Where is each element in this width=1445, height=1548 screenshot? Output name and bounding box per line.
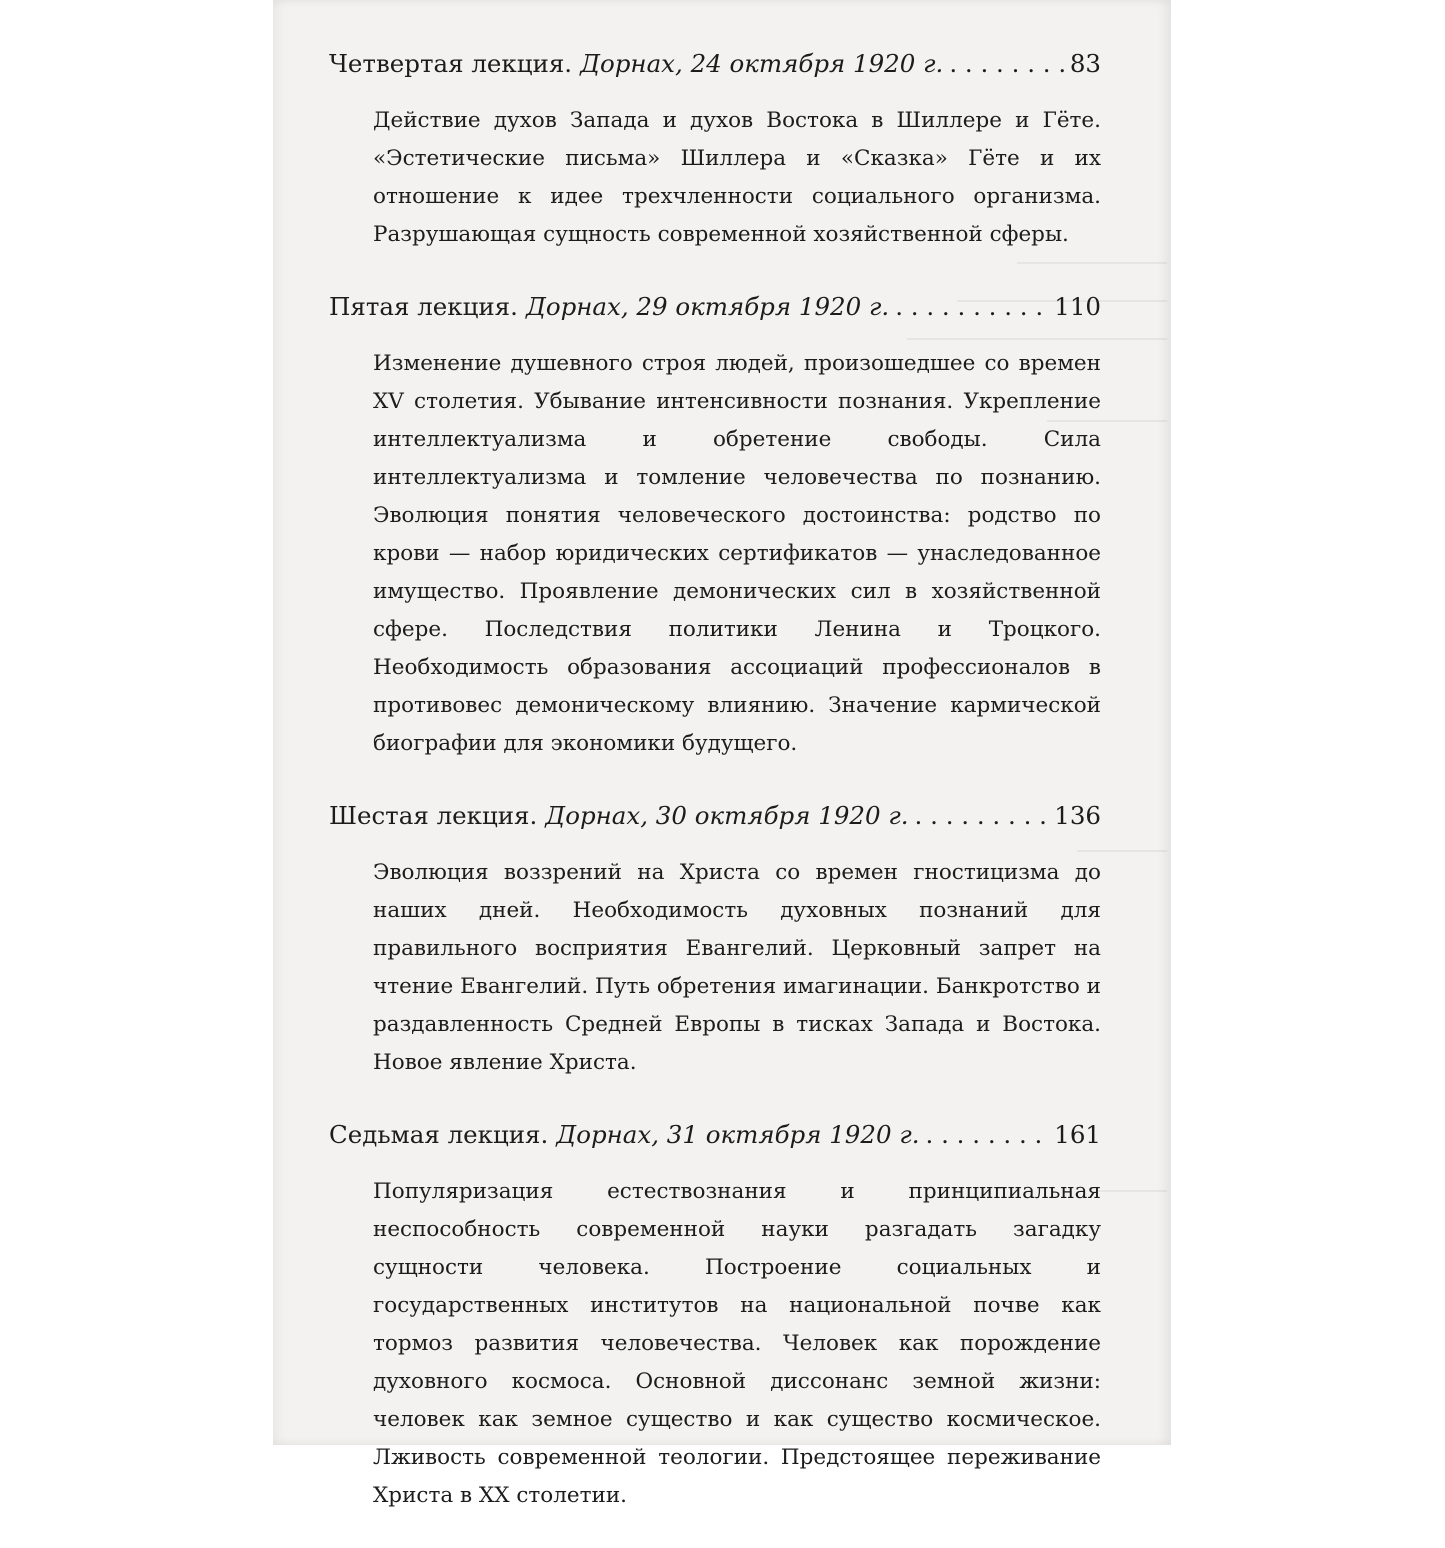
toc-heading [329,796,1101,836]
lecture-summary: Изменение душевного строя людей, произошедшее со времен XV столетия. Убывание интенсивности познания. Укрепление интеллектуализма и обретение свободы. Сила интеллектуализма и томление человечества по познанию. Эволюция понятия человеческого достоинства: родство по крови — набор юридических сертификатов — унаследованное имущество. Проявление демонических сил в хозяйственной сфере. Последствия политики Ленина и Троцкого. Необходимость образования ассоциаций профессионалов в противовес демоническому влиянию. Значение кармической биографии для экономики будущего. [373,351,1101,756]
dot-leader [949,44,1063,84]
lecture-place-date: Дорнах, 31 октября 1920 г. [556,1120,920,1149]
lecture-title: Четвертая лекция. [329,49,573,78]
lecture-place-date: Дорнах, 29 октября 1920 г. [525,292,890,321]
dot-leader [895,287,1048,327]
page-number: 136 [1054,801,1101,830]
toc-heading [329,1115,1101,1155]
toc-entry-6 [329,796,1101,1082]
lecture-place-date: Дорнах, 30 октября 1920 г. [545,801,909,830]
lecture-summary: Эволюция воззрений на Христа со времен гностицизма до наших дней. Необходимость духовных познаний для правильного восприятия Евангелий. Церковный запрет на чтение Евангелий. Путь обретения имагинации. Банкротство и раздавленность Средней Европы в тисках Запада и Востока. Новое явление Христа. [373,860,1101,1075]
lecture-title: Пятая лекция. [329,292,518,321]
toc-entry-5 [329,287,1101,763]
toc-heading [329,287,1101,327]
page-number: 161 [1054,1120,1101,1149]
lecture-summary: Популяризация естествознания и принципиальная неспособность современной науки разгадать загадку сущности человека. Построение социальных и государственных институтов на национальной почве как тормоз развития человечества. Человек как порождение духовного космоса. Основной диссонанс земной жизни: человек как земное существо и как существо космическое. Лживость современной теологии. Предстоящее переживание Христа в XX столетии. [373,1179,1101,1508]
table-of-contents [329,44,1101,1548]
toc-entry-7 [329,1115,1101,1515]
lecture-title: Шестая лекция. [329,801,538,830]
page-number: 83 [1069,49,1101,78]
lecture-summary: Действие духов Запада и духов Востока в Шиллере и Гёте. «Эстетические письма» Шиллера и «Сказка» Гёте и их отношение к идее трехчленности социального организма. Разрушающая сущность современной хозяйственной сферы. [373,108,1101,247]
lecture-title: Седьмая лекция. [329,1120,549,1149]
page-number: 110 [1054,292,1101,321]
dot-leader [926,1115,1049,1155]
toc-entry-4 [329,44,1101,254]
dot-leader [915,796,1049,836]
book-page [273,0,1171,1508]
toc-heading [329,44,1101,84]
lecture-place-date: Дорнах, 24 октября 1920 г. [580,49,944,78]
